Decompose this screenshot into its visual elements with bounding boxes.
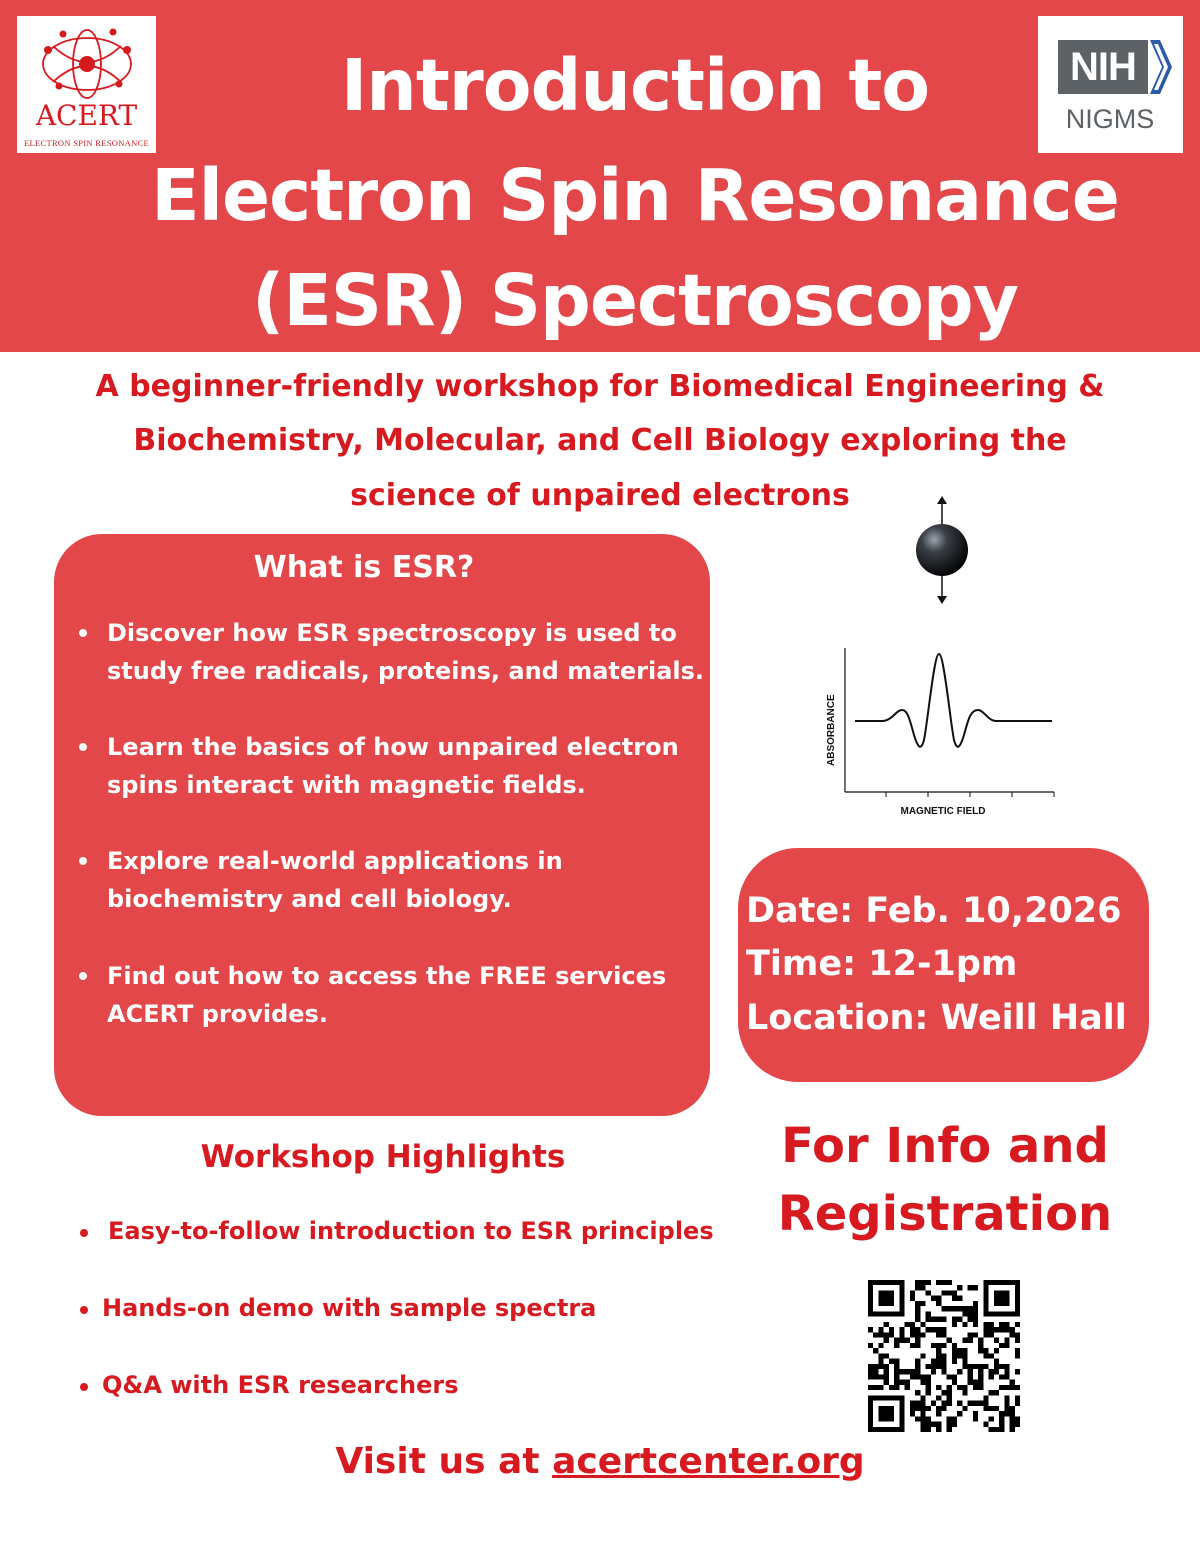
registration-heading-line-2: Registration (777, 1186, 1113, 1242)
highlight-item-1-text: Easy-to-follow introduction to ESR principles (108, 1217, 714, 1245)
highlight-item-3-text: Q&A with ESR researchers (102, 1371, 459, 1399)
acert-logo-subtitle: ELECTRON SPIN RESONANCE (24, 138, 149, 148)
acert-logo-text: ACERT (35, 99, 138, 132)
esr-bullet-4-line-2: ACERT provides. (107, 1000, 328, 1028)
esr-bullet-4-line-1: Find out how to access the FREE services (107, 962, 667, 990)
spectrum-line (855, 654, 1052, 747)
title-line-1: Introduction to (340, 44, 930, 127)
highlight-item-3 (102, 1373, 459, 1397)
bullet-dot-icon (79, 743, 87, 751)
nih-logo-text: NIH (1058, 40, 1148, 94)
visit-footer (0, 1441, 1200, 1482)
subtitle-line-1: A beginner-friendly workshop for Biomedical Engineering & (95, 369, 1105, 404)
website-link[interactable]: acertcenter.org (552, 1441, 865, 1482)
event-details-box (738, 848, 1149, 1082)
nigms-text: NIGMS (1065, 104, 1155, 134)
esr-bullet-1-line-1: Discover how ESR spectroscopy is used to (107, 619, 677, 647)
electron-spin-icon (912, 494, 972, 606)
esr-bullet-2-line-2: spins interact with magnetic fields. (107, 771, 586, 799)
what-is-esr-panel (54, 534, 710, 1116)
highlights-title: Workshop Highlights (200, 1139, 566, 1175)
bullet-dot-icon (80, 1383, 88, 1391)
registration-heading-line-1: For Info and (781, 1118, 1109, 1174)
header-banner (0, 0, 1200, 352)
title-line-3: (ESR) Spectroscopy (251, 259, 1019, 342)
event-location: Location: Weill Hall (746, 998, 1127, 1038)
atom-icon (35, 24, 139, 102)
nih-logo (1038, 16, 1183, 153)
subtitle-line-3: science of unpaired electrons (350, 478, 850, 513)
event-date: Date: Feb. 10,2026 (746, 891, 1122, 931)
bullet-dot-icon (79, 629, 87, 637)
highlight-item-1 (108, 1219, 714, 1243)
esr-bullet-3-line-2: biochemistry and cell biology. (107, 885, 512, 913)
nih-chevron-icon (1148, 40, 1174, 94)
bullet-dot-icon (79, 857, 87, 865)
event-time: Time: 12-1pm (746, 944, 1018, 984)
esr-bullet-1-line-2: study free radicals, proteins, and materials. (107, 657, 705, 685)
title-line-2: Electron Spin Resonance (151, 154, 1119, 237)
esr-bullet-2-line-1: Learn the basics of how unpaired electron (107, 733, 679, 761)
bullet-dot-icon (80, 1306, 88, 1314)
qr-code-icon[interactable] (868, 1280, 1020, 1432)
subtitle-line-2: Biochemistry, Molecular, and Cell Biology exploring the (133, 423, 1067, 458)
panel-title: What is ESR? (253, 550, 475, 585)
highlight-item-2-text: Hands-on demo with sample spectra (102, 1294, 597, 1322)
x-axis-label: MAGNETIC FIELD (900, 806, 986, 817)
esr-bullet-3-line-1: Explore real-world applications in (107, 847, 563, 875)
bullet-dot-icon (79, 972, 87, 980)
esr-spectrum-figure (820, 640, 1060, 822)
y-axis-label: ABSORBANCE (826, 694, 837, 766)
bullet-dot-icon (80, 1229, 88, 1237)
visit-prefix: Visit us at (335, 1441, 553, 1482)
highlight-item-2 (102, 1296, 596, 1320)
acert-logo (17, 16, 156, 153)
